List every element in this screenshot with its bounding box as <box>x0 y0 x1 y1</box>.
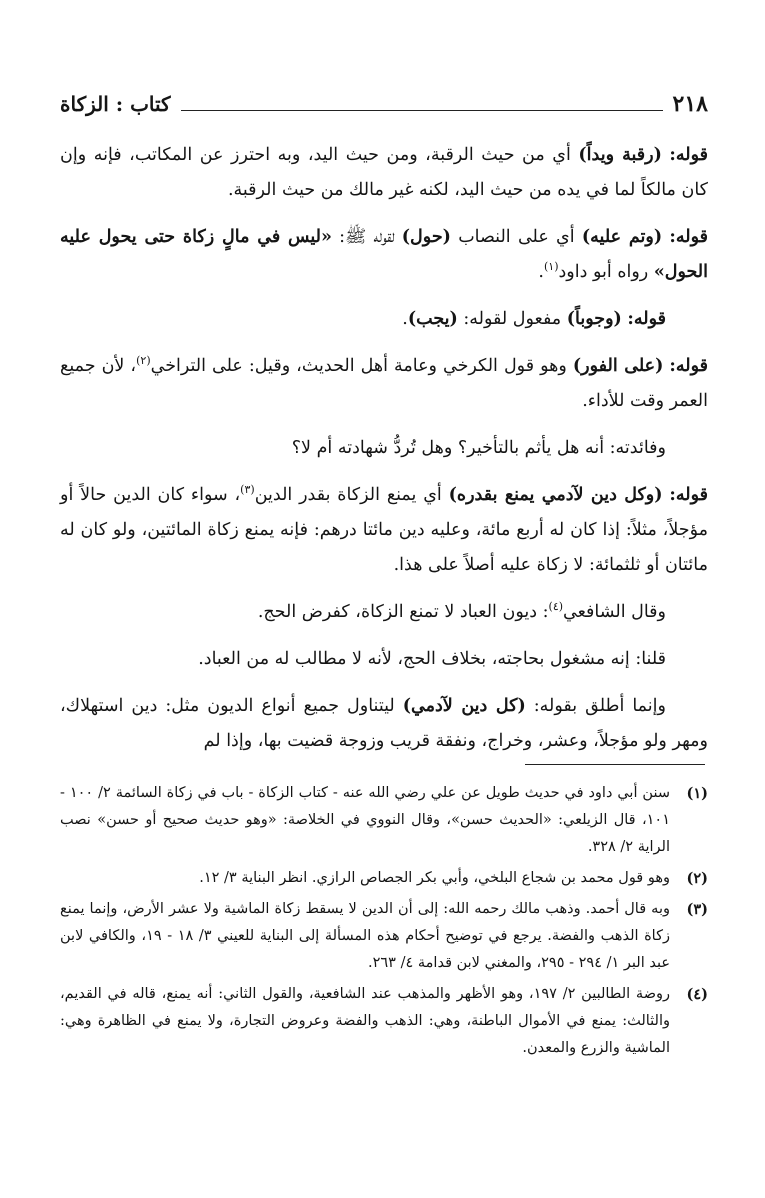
paragraph-text: ليتناول جميع أنواع الديون مثل: دين استهلاك، ومهر ولو مؤجلاً، وعشر، وخراج، ونفقة قريب وزوجة قضيت بها، وإذا لم <box>60 696 708 751</box>
qawluhu-label: قوله: <box>669 485 708 505</box>
footnote-number: (٤) <box>686 986 708 1003</box>
qawluhu-label: قوله: <box>669 356 709 376</box>
footnote-separator <box>525 764 705 765</box>
footnote-text: روضة الطالبين ٢/ ١٩٧، وهو الأظهر والمذهب عند الشافعية، والقول الثاني: أنه يمنع، قاله في القديم، والثالث: يمنع في الأموال الباطنة، وهي: الذهب والفضة وعروض التجارة، ولا يمنع في الظاهرة وهي: الماشية والزرع والمعدن. <box>60 986 671 1056</box>
paragraph-8 <box>60 642 708 677</box>
qawluhu-label: قوله: <box>627 309 666 329</box>
main-text <box>60 138 708 771</box>
paragraph-text: رواه أبو داود <box>558 262 654 282</box>
paragraph-text: : ديون العباد لا تمنع الزكاة، كفرض الحج. <box>257 602 549 622</box>
footnote-number: (٢) <box>686 870 708 887</box>
footnote-text: وبه قال أحمد. وذهب مالك رحمه الله: إلى أن الدين لا يسقط زكاة الماشية ولا عشر الأرض، وإنما يمنع زكاة الذهب والفضة. يرجع في توضيح أحكام هذه المسألة إلى البناية للعيني ٣/ ١٨ - ١٩، والكافي لابن عبد البر ١/ ٢٩٤ - ٢٩٥، والمغني لابن قدامة ٤/ ٢٦٣. <box>60 901 671 971</box>
paragraph-2 <box>60 220 708 290</box>
quoted-term: (وكل دين لآدمي يمنع بقدره) <box>448 485 663 505</box>
paragraph-5 <box>60 431 708 466</box>
footnote <box>60 865 708 892</box>
paragraph-text: وقال الشافعي <box>563 602 666 622</box>
paragraph-text: أي على النصاب <box>450 227 582 247</box>
paragraph-text: ، لأن جميع العمر وقت للأداء. <box>60 356 708 411</box>
footnote-text: سنن أبي داود في حديث طويل عن علي رضي الله عنه - كتاب الزكاة - باب في زكاة السائمة ٢/ ١٠٠ - ١٠١، قال الزيلعي: «الحديث حسن»، وقال النووي في الخلاصة: «وهو حديث صحيح أو حسن» نصب الراية ٢/ ٣٢٨. <box>60 785 670 855</box>
page-number: ٢١٨ <box>672 91 708 117</box>
paragraph-text: أي من حيث الرقبة، ومن حيث اليد، وبه احترز عن المكاتب، فإنه وإن كان مالكاً لما في يده من حيث اليد، لكنه غير مالك من حيث الرقبة. <box>60 145 708 200</box>
chapter-title: كتاب : الزكاة <box>60 92 171 116</box>
qawluhu-label: قوله: <box>669 227 709 247</box>
paragraph-9 <box>60 689 708 759</box>
paragraph-text: . <box>538 262 544 282</box>
footnote <box>60 780 708 861</box>
paragraph-3 <box>60 302 708 337</box>
footnote-ref[interactable]: (١) <box>544 260 559 274</box>
paragraph-text: . <box>402 309 408 329</box>
quoted-term: (كل دين لآدمي) <box>402 696 526 716</box>
paragraph-7 <box>60 595 708 630</box>
footnote-ref[interactable]: (٣) <box>240 483 255 497</box>
paragraph-text: وهو قول الكرخي وعامة أهل الحديث، وقيل: على التراخي <box>150 356 573 376</box>
quoted-term: (وتم عليه) <box>581 227 663 247</box>
quoted-term: (على الفور) <box>572 356 664 376</box>
paragraph-text: قلنا: إنه مشغول بحاجته، بخلاف الحج، لأنه لا مطالب له من العباد. <box>198 649 666 669</box>
footnote-ref[interactable]: (٤) <box>548 600 564 614</box>
paragraph-1 <box>60 138 708 208</box>
footnote-text: وهو قول محمد بن شجاع البلخي، وأبي بكر الجصاص الرازي. انظر البناية ٣/ ١٢. <box>199 870 670 886</box>
running-header <box>60 86 708 116</box>
quoted-term: (حول) <box>401 227 451 247</box>
footnotes <box>60 780 708 1066</box>
hadith-quote: «ليس في مالٍ زكاة حتى يحول عليه الحول» <box>60 227 708 282</box>
paragraph-text: لقوله ﷺ: <box>331 227 402 247</box>
footnote-number: (٣) <box>686 901 708 918</box>
paragraph-4 <box>60 349 708 419</box>
paragraph-6 <box>60 478 708 583</box>
paragraph-text: وإنما أطلق بقوله: <box>525 696 666 716</box>
header-rule <box>181 110 663 111</box>
quoted-term: (رقبة ويداً) <box>578 145 662 165</box>
footnote-number: (١) <box>686 785 708 802</box>
paragraph-text: وفائدته: أنه هل يأثم بالتأخير؟ وهل تُردُّ شهادته أم لا؟ <box>291 438 666 458</box>
paragraph-text: مفعول لقوله: <box>457 309 567 329</box>
footnote-ref[interactable]: (٢) <box>136 354 151 368</box>
quoted-term: (وجوباً) <box>566 309 622 329</box>
qawluhu-label: قوله: <box>669 145 708 165</box>
paragraph-text: أي يمنع الزكاة بقدر الدين <box>254 485 449 505</box>
quoted-term: (يجب) <box>407 309 458 329</box>
footnote <box>60 896 708 977</box>
footnote <box>60 981 708 1062</box>
paragraph-text: ، سواء كان الدين حالاً أو مؤجلاً، مثلاً: إذا كان له أربع مائة، وعليه دين مائتا درهم: فإنه يمنع زكاة المائتين، ولو كان له مائتان أو ثلثمائة: لا زكاة عليه أصلاً على هذا. <box>60 485 708 575</box>
